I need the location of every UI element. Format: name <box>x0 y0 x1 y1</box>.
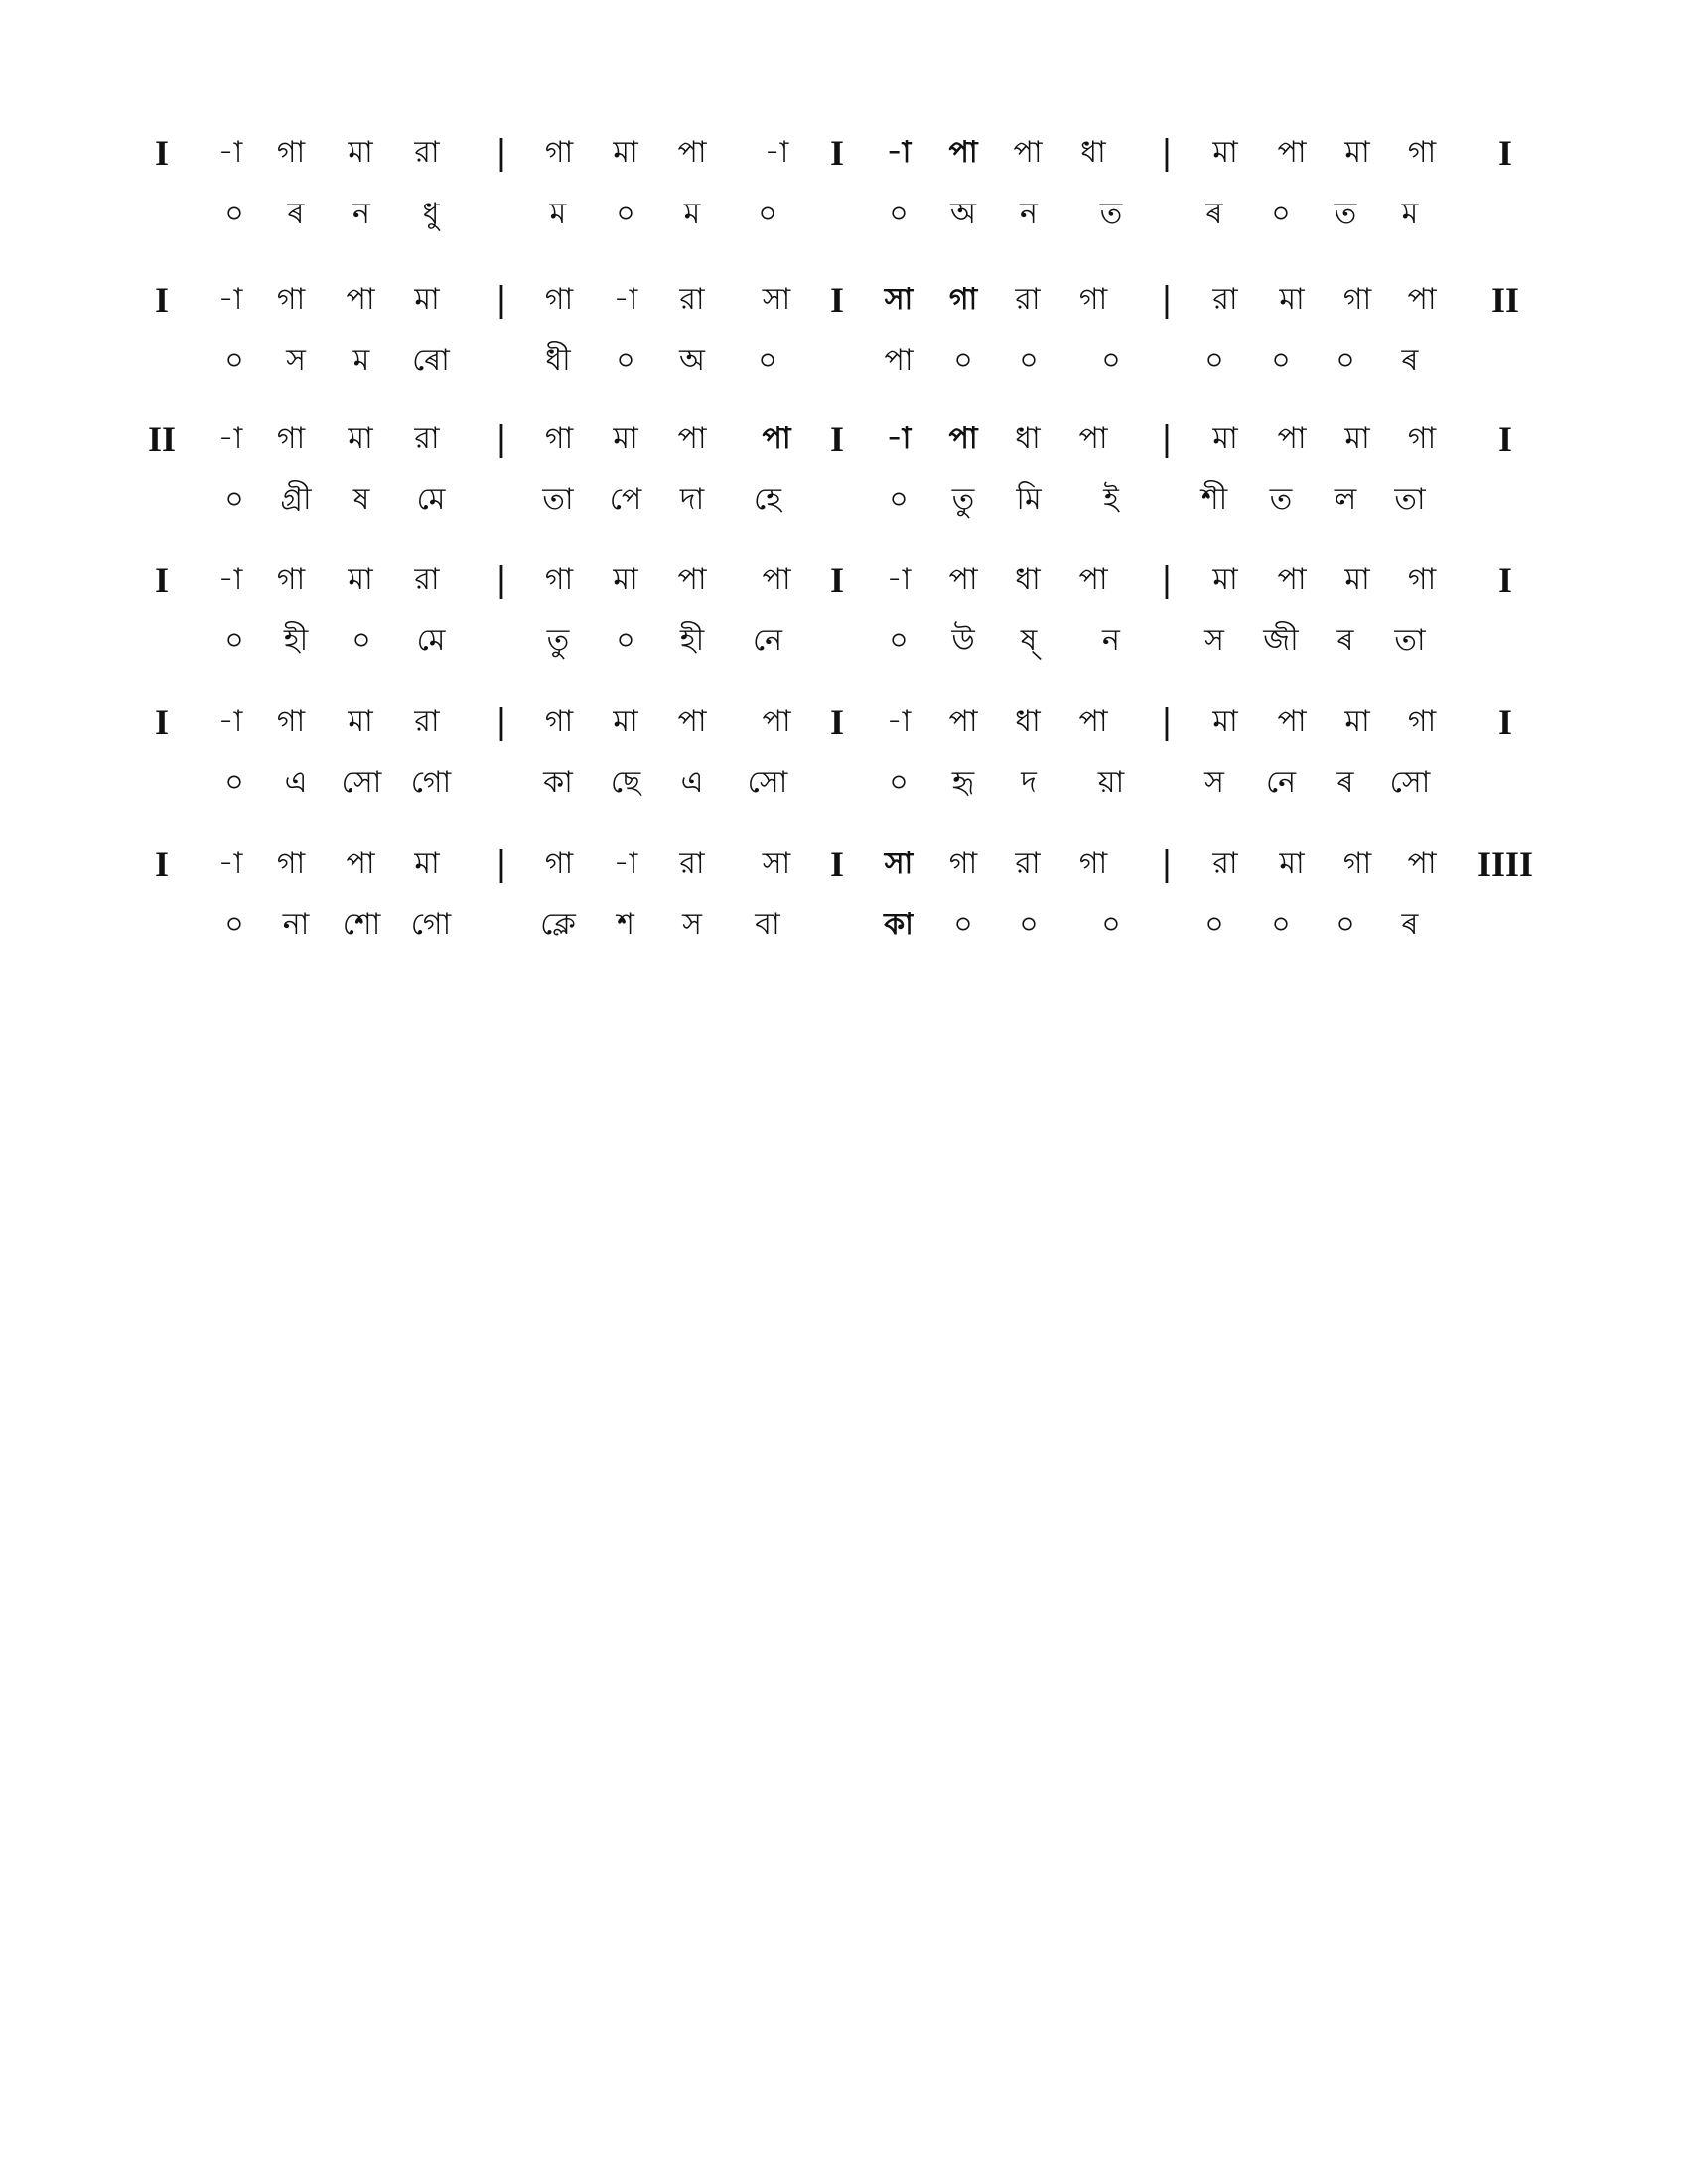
bar-line: I <box>829 844 845 884</box>
swara-note: ধা <box>1015 421 1041 456</box>
swara-note: পা <box>948 704 978 739</box>
lyric-syllable: ০ <box>889 482 909 517</box>
lyric-syllable: গ্ৰী <box>280 482 312 517</box>
lyric-syllable: না <box>282 907 310 942</box>
lyric-line <box>0 478 1688 522</box>
swara-note: মা <box>1279 846 1305 881</box>
swara-note: মা <box>613 135 638 170</box>
lyric-syllable: ০ <box>1271 907 1291 942</box>
swara-line <box>0 842 1688 886</box>
lyric-syllable: তা <box>1394 482 1426 517</box>
lyric-syllable: শো <box>342 907 381 942</box>
swara-note: সা <box>884 282 914 317</box>
swara-note: গা <box>544 846 574 881</box>
swara-note: গা <box>948 846 978 881</box>
bar-line: I <box>829 560 845 600</box>
lyric-line <box>0 619 1688 663</box>
beat-divider: | <box>1161 419 1173 459</box>
lyric-syllable: ম <box>549 197 567 231</box>
bar-line: I <box>829 133 845 173</box>
swara-note: গা <box>1078 846 1108 881</box>
bar-line: I <box>154 133 170 173</box>
beat-divider: | <box>1161 133 1173 173</box>
swara-note: মা <box>1344 562 1370 597</box>
lyric-syllable: হৃ <box>951 765 975 800</box>
swara-note: রা <box>679 846 705 881</box>
swara-note: পা <box>948 421 978 456</box>
lyric-syllable: ম <box>683 197 701 231</box>
lyric-syllable: তু <box>951 482 975 517</box>
swara-note: মা <box>348 135 373 170</box>
lyric-syllable: ০ <box>224 907 244 942</box>
swara-note: পা <box>677 135 707 170</box>
swara-note: পা <box>677 704 707 739</box>
swara-line <box>0 700 1688 744</box>
swara-note: গা <box>1342 846 1372 881</box>
swara-note: -া <box>217 282 243 317</box>
swara-note: পা <box>1078 421 1108 456</box>
swara-note: সা <box>762 282 791 317</box>
bar-line: I <box>1497 560 1513 600</box>
lyric-syllable: নে <box>1265 765 1297 800</box>
lyric-syllable: এ <box>284 765 308 800</box>
lyric-line <box>0 761 1688 805</box>
swara-note: মা <box>1344 421 1370 456</box>
lyric-syllable: ০ <box>224 623 244 658</box>
swara-note: পা <box>677 421 707 456</box>
swara-note: -া <box>217 421 243 456</box>
swara-note: মা <box>348 421 373 456</box>
lyric-syllable: ০ <box>889 765 909 800</box>
lyric-syllable: ধী <box>545 343 571 378</box>
lyric-syllable: অ <box>679 343 705 378</box>
swara-note: -া <box>217 562 243 597</box>
lyric-syllable: অ <box>950 197 976 231</box>
lyric-syllable: ০ <box>758 343 777 378</box>
lyric-syllable: এ <box>680 765 704 800</box>
beat-divider: | <box>1161 702 1173 742</box>
lyric-syllable: দ <box>1021 765 1037 800</box>
lyric-syllable: ছে <box>610 765 641 800</box>
swara-note: রা <box>1015 846 1041 881</box>
lyric-syllable: ৰ <box>1336 765 1354 800</box>
lyric-syllable: সো <box>747 765 788 800</box>
swara-note: -া <box>886 421 912 456</box>
swara-note: গা <box>276 704 306 739</box>
swara-note: মা <box>1279 282 1305 317</box>
swara-note: পা <box>1407 846 1437 881</box>
lyric-syllable: জী <box>1263 623 1299 658</box>
lyric-syllable: ০ <box>1019 907 1039 942</box>
lyric-syllable: শী <box>1200 482 1228 517</box>
swara-note: পা <box>762 421 791 456</box>
bar-line: II <box>1490 280 1520 320</box>
swara-note: পা <box>1277 704 1307 739</box>
bar-line: I <box>154 280 170 320</box>
swara-note: মা <box>613 562 638 597</box>
swara-note: গা <box>276 562 306 597</box>
bar-line: I <box>829 280 845 320</box>
lyric-syllable: ০ <box>1019 343 1039 378</box>
lyric-syllable: ০ <box>616 197 635 231</box>
swara-note: ধা <box>1080 135 1106 170</box>
lyric-syllable: ম <box>1401 197 1419 231</box>
lyric-syllable: ০ <box>224 197 244 231</box>
lyric-syllable: ত <box>1269 482 1293 517</box>
swara-note: পা <box>346 846 375 881</box>
bar-line: II <box>147 419 177 459</box>
swara-note: -া <box>217 846 243 881</box>
swara-note: রা <box>414 562 440 597</box>
swara-note: -া <box>217 135 243 170</box>
lyric-syllable: ০ <box>224 482 244 517</box>
lyric-syllable: ০ <box>953 907 973 942</box>
swara-note: গা <box>1407 562 1437 597</box>
lyric-syllable: তা <box>1394 623 1426 658</box>
swara-note: গা <box>276 421 306 456</box>
lyric-syllable: ০ <box>758 197 777 231</box>
lyric-syllable: ত <box>1334 197 1357 231</box>
lyric-syllable: ০ <box>1204 907 1224 942</box>
lyric-syllable: হে <box>754 482 781 517</box>
swara-note: মা <box>348 704 373 739</box>
lyric-syllable: ০ <box>1101 343 1121 378</box>
lyric-syllable: ০ <box>889 623 909 658</box>
lyric-syllable: কা <box>884 907 914 942</box>
swara-note: গা <box>1342 282 1372 317</box>
swara-note: মা <box>1212 421 1238 456</box>
swara-note: -া <box>764 135 789 170</box>
lyric-syllable: বা <box>755 907 780 942</box>
lyric-syllable: ০ <box>616 343 635 378</box>
swara-note: সা <box>884 846 914 881</box>
swara-note: মা <box>414 846 440 881</box>
swara-note: গা <box>544 704 574 739</box>
lyric-syllable: ০ <box>1336 343 1355 378</box>
swara-note: রা <box>414 135 440 170</box>
swara-note: গা <box>276 846 306 881</box>
swara-note: সা <box>762 846 791 881</box>
swara-line <box>0 417 1688 461</box>
lyric-syllable: ০ <box>889 197 909 231</box>
lyric-syllable: ০ <box>1204 343 1224 378</box>
lyric-syllable: ৰ <box>1336 623 1354 658</box>
lyric-line <box>0 340 1688 383</box>
lyric-syllable: হী <box>679 623 705 658</box>
lyric-syllable: ন <box>1020 197 1038 231</box>
swara-note: পা <box>1078 704 1108 739</box>
swara-note: মা <box>613 421 638 456</box>
swara-note: -া <box>613 846 638 881</box>
swara-note: মা <box>1212 135 1238 170</box>
lyric-line <box>0 903 1688 947</box>
swara-note: রা <box>679 282 705 317</box>
swara-note: পা <box>948 135 978 170</box>
swara-line <box>0 131 1688 175</box>
swara-note: মা <box>1344 704 1370 739</box>
swara-note: পা <box>346 282 375 317</box>
bar-line: I <box>1497 702 1513 742</box>
swara-note: পা <box>1078 562 1108 597</box>
lyric-syllable: স <box>286 343 306 378</box>
lyric-syllable: ৰ <box>1401 343 1419 378</box>
beat-divider: | <box>495 133 507 173</box>
lyric-syllable: ধু <box>422 197 440 231</box>
beat-divider: | <box>495 280 507 320</box>
lyric-syllable: কা <box>543 765 573 800</box>
lyric-syllable: তু <box>546 623 570 658</box>
lyric-syllable: ত <box>1099 197 1123 231</box>
lyric-syllable: সো <box>341 765 382 800</box>
swara-note: ধা <box>1015 704 1041 739</box>
lyric-syllable: গো <box>410 765 452 800</box>
lyric-syllable: স <box>1204 765 1224 800</box>
beat-divider: | <box>495 702 507 742</box>
swara-note: -া <box>217 704 243 739</box>
lyric-syllable: ষ <box>352 482 370 517</box>
swara-note: পা <box>948 562 978 597</box>
beat-divider: | <box>495 419 507 459</box>
lyric-syllable: ষ্ <box>1020 623 1038 658</box>
lyric-syllable: শ <box>617 907 634 942</box>
swara-note: গা <box>276 282 306 317</box>
beat-divider: | <box>495 560 507 600</box>
swara-line <box>0 558 1688 602</box>
swara-note: রা <box>414 421 440 456</box>
swara-note: -া <box>886 562 912 597</box>
swara-note: মা <box>414 282 440 317</box>
lyric-syllable: য়া <box>1097 765 1125 800</box>
beat-divider: | <box>1161 560 1173 600</box>
lyric-syllable: ই <box>1103 482 1119 517</box>
bar-line: I <box>1497 133 1513 173</box>
swara-note: গা <box>544 135 574 170</box>
bar-line: I <box>1497 419 1513 459</box>
lyric-syllable: পে <box>609 482 642 517</box>
lyric-syllable: দা <box>679 482 705 517</box>
lyric-syllable: ০ <box>1101 907 1121 942</box>
lyric-syllable: ০ <box>1271 197 1291 231</box>
swara-line <box>0 278 1688 322</box>
swara-note: মা <box>348 562 373 597</box>
beat-divider: | <box>1161 280 1173 320</box>
swara-note: গা <box>1078 282 1108 317</box>
swara-note: -া <box>886 135 912 170</box>
swara-note: পা <box>1277 421 1307 456</box>
beat-divider: | <box>1161 844 1173 884</box>
lyric-syllable: উ <box>951 623 975 658</box>
swara-note: মা <box>1212 562 1238 597</box>
lyric-syllable: ০ <box>1271 343 1291 378</box>
swara-note: গা <box>276 135 306 170</box>
lyric-syllable: মে <box>416 623 446 658</box>
lyric-syllable: মি <box>1016 482 1042 517</box>
swara-note: পা <box>677 562 707 597</box>
swara-note: মা <box>1344 135 1370 170</box>
lyric-syllable: পা <box>884 343 914 378</box>
swara-note: পা <box>1407 282 1437 317</box>
swara-note: গা <box>544 282 574 317</box>
lyric-syllable: ৰ <box>287 197 305 231</box>
lyric-syllable: ল <box>1334 482 1357 517</box>
swara-note: গা <box>1407 135 1437 170</box>
beat-divider: | <box>495 844 507 884</box>
lyric-syllable: ক্লে <box>540 907 576 942</box>
swara-note: মা <box>613 704 638 739</box>
lyric-syllable: গো <box>410 907 452 942</box>
swara-note: -া <box>613 282 638 317</box>
swara-note: গা <box>948 282 978 317</box>
swara-note: রা <box>1015 282 1041 317</box>
lyric-syllable: হী <box>283 623 309 658</box>
lyric-syllable: ০ <box>953 343 973 378</box>
swara-note: পা <box>1277 135 1307 170</box>
lyric-syllable: তা <box>542 482 574 517</box>
swara-note: রা <box>414 704 440 739</box>
lyric-line <box>0 193 1688 236</box>
lyric-syllable: মে <box>416 482 446 517</box>
bar-line: IIII <box>1477 844 1534 884</box>
lyric-syllable: ৰ <box>1401 907 1419 942</box>
lyric-syllable: ০ <box>224 343 244 378</box>
swara-note: গা <box>544 421 574 456</box>
lyric-syllable: স <box>682 907 702 942</box>
lyric-syllable: ০ <box>616 623 635 658</box>
lyric-syllable: ন <box>1102 623 1120 658</box>
swara-note: গা <box>1407 704 1437 739</box>
swara-note: পা <box>762 704 791 739</box>
swara-note: ধা <box>1015 562 1041 597</box>
lyric-syllable: স <box>1204 623 1224 658</box>
swara-note: -া <box>886 704 912 739</box>
lyric-syllable: ম <box>352 343 370 378</box>
lyric-syllable: ন <box>352 197 370 231</box>
swara-note: পা <box>1013 135 1043 170</box>
lyric-syllable: ৰো <box>412 343 450 378</box>
lyric-syllable: ০ <box>224 765 244 800</box>
lyric-syllable: ০ <box>352 623 371 658</box>
lyric-syllable: নে <box>752 623 783 658</box>
swara-note: গা <box>1407 421 1437 456</box>
bar-line: I <box>154 844 170 884</box>
lyric-syllable: ৰ <box>1205 197 1223 231</box>
swara-note: গা <box>544 562 574 597</box>
bar-line: I <box>154 702 170 742</box>
swara-note: রা <box>1212 846 1238 881</box>
swara-note: মা <box>1212 704 1238 739</box>
swara-note: পা <box>1277 562 1307 597</box>
lyric-syllable: ০ <box>1336 907 1355 942</box>
swara-note: পা <box>762 562 791 597</box>
bar-line: I <box>154 560 170 600</box>
bar-line: I <box>829 419 845 459</box>
bar-line: I <box>829 702 845 742</box>
lyric-syllable: সো <box>1389 765 1431 800</box>
swara-note: রা <box>1212 282 1238 317</box>
